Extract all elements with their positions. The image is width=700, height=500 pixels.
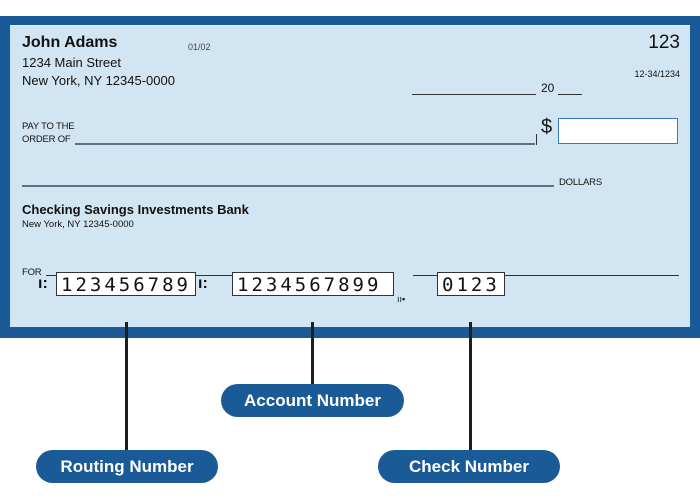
transit-symbol-icon: ı: xyxy=(38,275,48,292)
written-amount-line[interactable] xyxy=(22,185,554,187)
on-us-symbol-icon: ıı▪ xyxy=(397,294,406,304)
date-line[interactable] xyxy=(412,94,536,95)
routing-number-box: 123456789 xyxy=(56,272,196,296)
pay-to-label-1: PAY TO THE xyxy=(22,121,75,132)
fraction-code: 12-34/1234 xyxy=(634,69,680,79)
account-holder-city: New York, NY 12345-0000 xyxy=(22,73,175,88)
transit-symbol-icon-end: ı: xyxy=(198,275,208,292)
account-number-callout: Account Number xyxy=(221,384,404,417)
check-number-top: 123 xyxy=(648,32,680,53)
account-leader-line xyxy=(311,322,314,386)
routing-number-callout: Routing Number xyxy=(36,450,218,483)
routing-leader-line xyxy=(125,322,128,450)
dollars-label: DOLLARS xyxy=(559,177,602,188)
payee-line[interactable] xyxy=(75,143,535,145)
pay-to-label-2: ORDER OF xyxy=(22,134,71,145)
dollar-sign: $ xyxy=(541,116,553,138)
date-code: 01/02 xyxy=(188,42,211,52)
account-number-box: 1234567899 xyxy=(232,272,394,296)
check-leader-line xyxy=(469,322,472,450)
check-number-callout: Check Number xyxy=(378,450,560,483)
bank-name: Checking Savings Investments Bank xyxy=(22,202,249,217)
amount-field[interactable] xyxy=(558,118,678,144)
payee-line-end xyxy=(536,134,537,145)
check-number-box: 0123 xyxy=(437,272,505,296)
date-year-line[interactable] xyxy=(558,94,582,95)
date-year-prefix: 20 xyxy=(541,81,555,95)
memo-label: FOR xyxy=(22,267,42,278)
bank-address: New York, NY 12345-0000 xyxy=(22,219,134,230)
account-holder-street: 1234 Main Street xyxy=(22,55,122,70)
account-holder-name: John Adams xyxy=(22,34,118,51)
